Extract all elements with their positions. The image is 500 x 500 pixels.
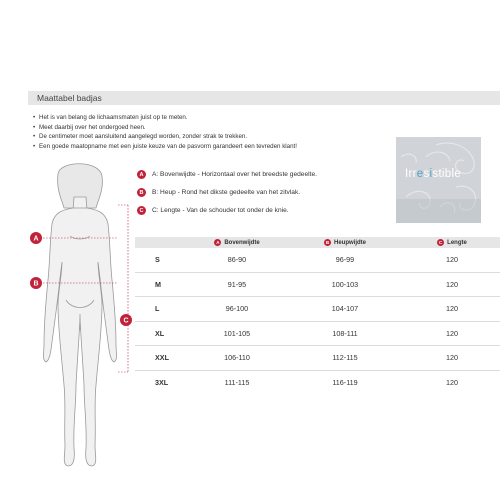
bovenwijdte-cell: 111-115 — [224, 378, 250, 388]
instruction-item: • Een goede maatopname met een juiste keuze van de pasvorm garandeert een tevreden klant! — [33, 142, 393, 152]
badge-a: A — [137, 170, 146, 179]
lengte-cell: 120 — [446, 255, 458, 265]
badge-c: C — [439, 240, 443, 245]
bovenwijdte-cell: 106-110 — [224, 353, 250, 363]
marker-c — [120, 314, 132, 326]
size-cell: XXL — [155, 353, 169, 363]
header-lengte — [404, 239, 500, 246]
legend-item-b — [137, 184, 317, 201]
table-row — [135, 248, 500, 273]
column-label: Lengte — [447, 239, 467, 246]
lengte-cell: 120 — [446, 378, 458, 388]
table-header — [135, 237, 500, 248]
marker-a-label: A — [33, 235, 39, 243]
bovenwijdte-cell: 101-105 — [223, 328, 251, 338]
size-cell: L — [155, 304, 160, 314]
body-figure-illustration — [0, 150, 150, 480]
heupwijdte-cell: 108-111 — [332, 328, 358, 338]
legend-item-c — [137, 202, 317, 219]
instruction-item: • Meet daarbij over het ondergoed heen. — [33, 123, 393, 133]
marker-c-label: C — [123, 317, 129, 325]
measurement-legend — [137, 166, 317, 220]
page-title: Maattabel badjas — [37, 93, 102, 103]
brand-logo — [396, 137, 481, 223]
table-row — [135, 346, 500, 371]
instruction-item: • De centimeter moet aansluitend aangelegd worden, zonder strak te trekken. — [33, 132, 393, 142]
badge-a: A — [216, 240, 220, 245]
table-row — [135, 273, 500, 298]
badge-b: B — [325, 240, 330, 245]
column-label: Bovenwijdte — [224, 239, 260, 246]
lengte-cell: 120 — [446, 304, 458, 314]
lengte-cell: 120 — [446, 279, 458, 289]
table-row — [135, 297, 500, 322]
heupwijdte-cell: 100-103 — [331, 279, 359, 289]
header-bovenwijdte — [188, 239, 286, 246]
size-table — [135, 237, 500, 395]
header-heupwijdte — [286, 239, 404, 246]
badge-b: B — [137, 188, 146, 197]
heupwijdte-cell: 116-119 — [332, 378, 358, 388]
logo-swirl-pattern — [396, 137, 481, 223]
legend-item-a — [137, 166, 317, 183]
bovenwijdte-cell: 86-90 — [227, 255, 247, 265]
instructions-list — [33, 113, 393, 151]
instruction-item: • Het is van belang de lichaamsmaten juist op te meten. — [33, 113, 393, 123]
table-row — [135, 371, 500, 396]
lengte-cell: 120 — [446, 353, 458, 363]
legend-text: A: Bovenwijdte - Horizontaal over het breedste gedeelte. — [152, 171, 317, 178]
marker-b-label: B — [33, 280, 39, 288]
size-cell: S — [155, 255, 160, 265]
table-row — [135, 322, 500, 347]
lengte-cell: 120 — [446, 328, 458, 338]
legend-text: C: Lengte - Van de schouder tot onder de knie. — [152, 207, 289, 214]
marker-a — [30, 232, 42, 244]
column-label: Heupwijdte — [333, 239, 366, 246]
heupwijdte-cell: 96-99 — [335, 255, 355, 265]
bovenwijdte-cell: 96-100 — [225, 304, 249, 314]
size-cell: M — [155, 279, 161, 289]
logo-text: Irresistible — [405, 168, 462, 180]
legend-text: B: Heup - Rond het dikste gedeelte van het zitvlak. — [152, 189, 301, 196]
heupwijdte-cell: 112-115 — [332, 353, 358, 363]
heupwijdte-cell: 104-107 — [331, 304, 359, 314]
size-cell: XL — [155, 328, 165, 338]
body-silhouette — [44, 164, 117, 466]
marker-b — [30, 277, 42, 289]
badge-c: C — [137, 206, 146, 215]
bovenwijdte-cell: 91-95 — [227, 279, 247, 289]
size-cell: 3XL — [155, 378, 169, 388]
